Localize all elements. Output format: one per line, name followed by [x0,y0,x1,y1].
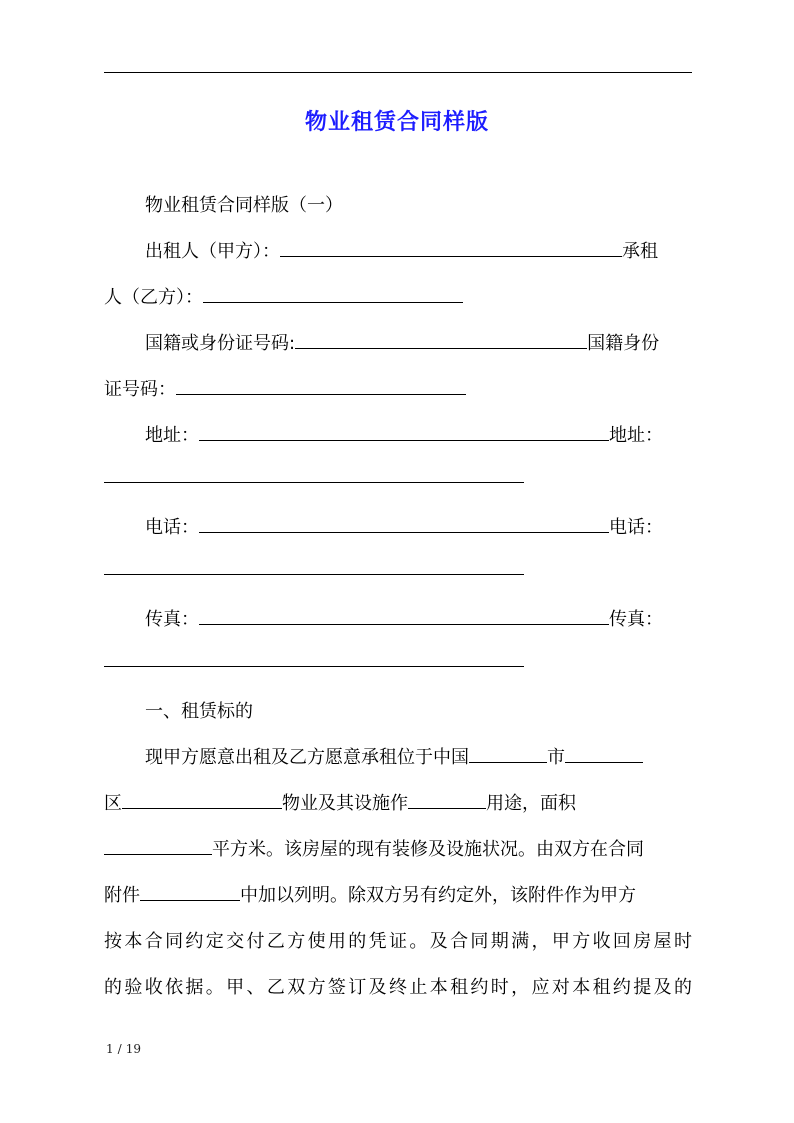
page-number [104,1042,143,1056]
fax-line [104,606,733,634]
address-line [104,422,733,450]
lessee-address-blank[interactable] [104,464,524,483]
paragraph1-line2 [104,790,692,818]
p1-text-f: 平方米。该房屋的现有装修及设施状况。由双方在合同 [212,839,644,860]
id-line [104,330,733,358]
paragraph1-line5: 按本合同约定交付乙方使用的凭证。及合同期满，甲方收回房屋时 [104,931,692,952]
usage-blank[interactable] [408,790,486,809]
p1-text-a: 现甲方愿意出租及乙方愿意承租位于中国 [145,747,469,768]
fax-label-2: 传真： [609,609,663,630]
lessee-fax-blank[interactable] [104,648,524,667]
p1-text-h: 中加以列明。除双方另有约定外，该附件作为甲方 [240,885,636,906]
section1-heading [104,698,733,726]
city-blank[interactable] [469,744,547,763]
lessee-line [104,284,692,312]
p1-text-c: 区 [104,793,122,814]
lessee-phone-blank[interactable] [104,556,524,575]
id-label: 国籍或身份证号码: [145,333,296,354]
lessor-line [104,238,733,266]
address-line-2 [104,464,692,492]
fax-line-2 [104,648,692,676]
id2-label-part2: 证号码： [104,379,176,400]
lessee-blank[interactable] [203,284,463,303]
id2-label-part1: 国籍身份 [587,333,660,354]
district-blank-a[interactable] [565,744,643,763]
header-rule [104,72,692,73]
lessor-id-blank[interactable] [295,330,587,349]
lessee-label-part1: 承租 [622,241,658,262]
id2-line [104,376,692,404]
paragraph1-line6: 的验收依据。甲、乙双方签订及终止本租约时，应对本租约提及的 [104,977,692,998]
annex-blank[interactable] [140,882,240,901]
paragraph1-line3 [104,836,692,864]
p1-text-e: 用途，面积 [486,793,576,814]
phone-line [104,514,733,542]
p1-text-b: 市 [547,747,565,768]
lessor-address-blank[interactable] [199,422,609,441]
subtitle-text: 物业租赁合同样版（一） [145,195,343,216]
document-title: 物业租赁合同样版 [304,110,489,135]
district-blank-b[interactable] [122,790,282,809]
subtitle [104,192,733,220]
p1-text-d: 物业及其设施作 [282,793,408,814]
page-total: 19 [125,1042,141,1056]
page-current: 1 [106,1042,114,1056]
address-label: 地址： [145,425,199,446]
page-separator: / [117,1042,122,1056]
lessor-fax-blank[interactable] [199,606,609,625]
p1-text-g: 附件 [104,885,140,906]
section1-heading-text: 一、租赁标的 [145,701,253,722]
paragraph1-line1 [104,744,733,772]
lessor-label: 出租人（甲方）： [145,241,280,262]
phone-label: 电话： [145,517,199,538]
address-label-2: 地址： [609,425,663,446]
paragraph1-line4 [104,882,692,910]
area-blank[interactable] [104,836,212,855]
fax-label: 传真： [145,609,199,630]
phone-line-2 [104,556,692,584]
lessor-phone-blank[interactable] [199,514,609,533]
lessee-id-blank[interactable] [176,376,466,395]
phone-label-2: 电话： [609,517,663,538]
lessor-blank[interactable] [280,238,622,257]
lessee-label-part2: 人（乙方）： [104,287,203,308]
